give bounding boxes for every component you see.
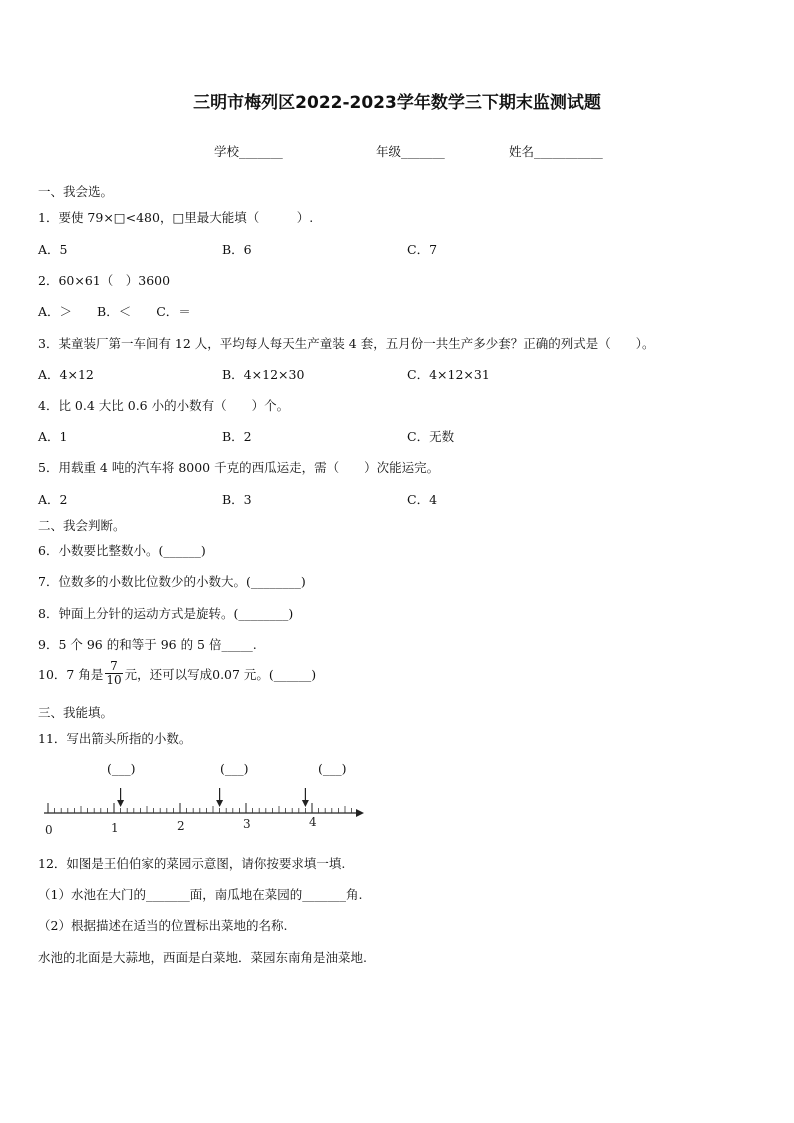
page-title: 三明市梅列区2022-2023学年数学三下期末监测试题 (193, 93, 601, 113)
question-12-part-1[interactable]: （1）水池在大门的_______面，南瓜地在菜园的_______角. (38, 887, 363, 902)
tick-label: 1 (111, 821, 119, 835)
question-3-option-c[interactable]: C．4×12×31 (407, 367, 490, 382)
answer-blank-2[interactable]: (___) (220, 761, 249, 776)
question-5-stem: 5．用载重 4 吨的汽车将 8000 千克的西瓜运走，需（ ）次能运完。 (38, 460, 440, 475)
section-heading-fill: 三、我能填。 (38, 705, 114, 720)
question-4-option-b[interactable]: B．2 (222, 429, 252, 444)
question-12-part-2: （2）根据描述在适当的位置标出菜地的名称. (38, 918, 288, 933)
question-5-option-c[interactable]: C．4 (407, 492, 438, 507)
question-4-stem: 4．比 0.4 大比 0.6 小的小数有（ ）个。 (38, 398, 290, 413)
question-5-option-a[interactable]: A．2 (38, 492, 68, 507)
question-4-option-c[interactable]: C．无数 (407, 429, 455, 444)
question-2-options[interactable]: A．＞ B．＜ C．＝ (38, 304, 191, 319)
school-field[interactable]: 学校_______ (214, 144, 283, 159)
answer-blank-3[interactable]: (___) (318, 761, 347, 776)
question-9[interactable]: 9．5 个 96 的和等于 96 的 5 倍_____. (38, 637, 257, 652)
number-line-figure (38, 782, 368, 840)
fraction-numerator: 7 (105, 660, 122, 674)
question-1-option-a[interactable]: A．5 (38, 242, 68, 257)
tick-label: 2 (177, 819, 185, 833)
question-5-option-b[interactable]: B．3 (222, 492, 252, 507)
pointer-arrow-icon (216, 800, 223, 807)
fraction-denominator: 10 (106, 673, 122, 687)
pointer-arrow-icon (302, 800, 309, 807)
fraction-seven-tenths (105, 660, 122, 687)
grade-field[interactable]: 年级_______ (376, 144, 445, 159)
question-3-stem: 3．某童装厂第一车间有 12 人，平均每人每天生产童装 4 套，五月份一共生产多少套？正确的列式是（ ）。 (38, 336, 655, 351)
question-10[interactable] (38, 660, 316, 687)
section-heading-choose: 一、我会选。 (38, 184, 114, 199)
section-heading-judge: 二、我会判断。 (38, 518, 126, 533)
question-1-option-b[interactable]: B．6 (222, 242, 252, 257)
question-3-option-b[interactable]: B．4×12×30 (222, 367, 305, 382)
question-2-stem: 2．60×61（ ）3600 (38, 273, 171, 288)
question-8[interactable]: 8．钟面上分针的运动方式是旋转。(________) (38, 606, 294, 621)
question-7[interactable]: 7．位数多的小数比位数少的小数大。(________) (38, 574, 306, 589)
tick-label: 0 (45, 823, 53, 837)
answer-blank-1[interactable]: (___) (107, 761, 136, 776)
name-field[interactable]: 姓名___________ (509, 144, 603, 159)
question-10-suffix: 元，还可以写成0.07 元。(______) (124, 666, 317, 682)
number-line-arrowhead (356, 809, 364, 817)
question-6[interactable]: 6．小数要比整数小。(______) (38, 543, 206, 558)
pointer-arrow-icon (117, 800, 124, 807)
question-10-prefix: 10．7 角是 (38, 666, 104, 682)
question-12-description: 水池的北面是大蒜地，西面是白菜地．菜园东南角是油菜地. (38, 950, 367, 965)
question-3-option-a[interactable]: A．4×12 (38, 367, 94, 382)
question-1-stem: 1．要使 79×□<480，□里最大能填（ ）. (38, 210, 314, 225)
question-12-stem: 12．如图是王伯伯家的菜园示意图，请你按要求填一填. (38, 856, 346, 871)
question-11-stem: 11．写出箭头所指的小数。 (38, 731, 192, 746)
question-1-option-c[interactable]: C．7 (407, 242, 438, 257)
tick-label: 4 (309, 815, 317, 829)
tick-label: 3 (243, 817, 251, 831)
question-4-option-a[interactable]: A．1 (38, 429, 68, 444)
